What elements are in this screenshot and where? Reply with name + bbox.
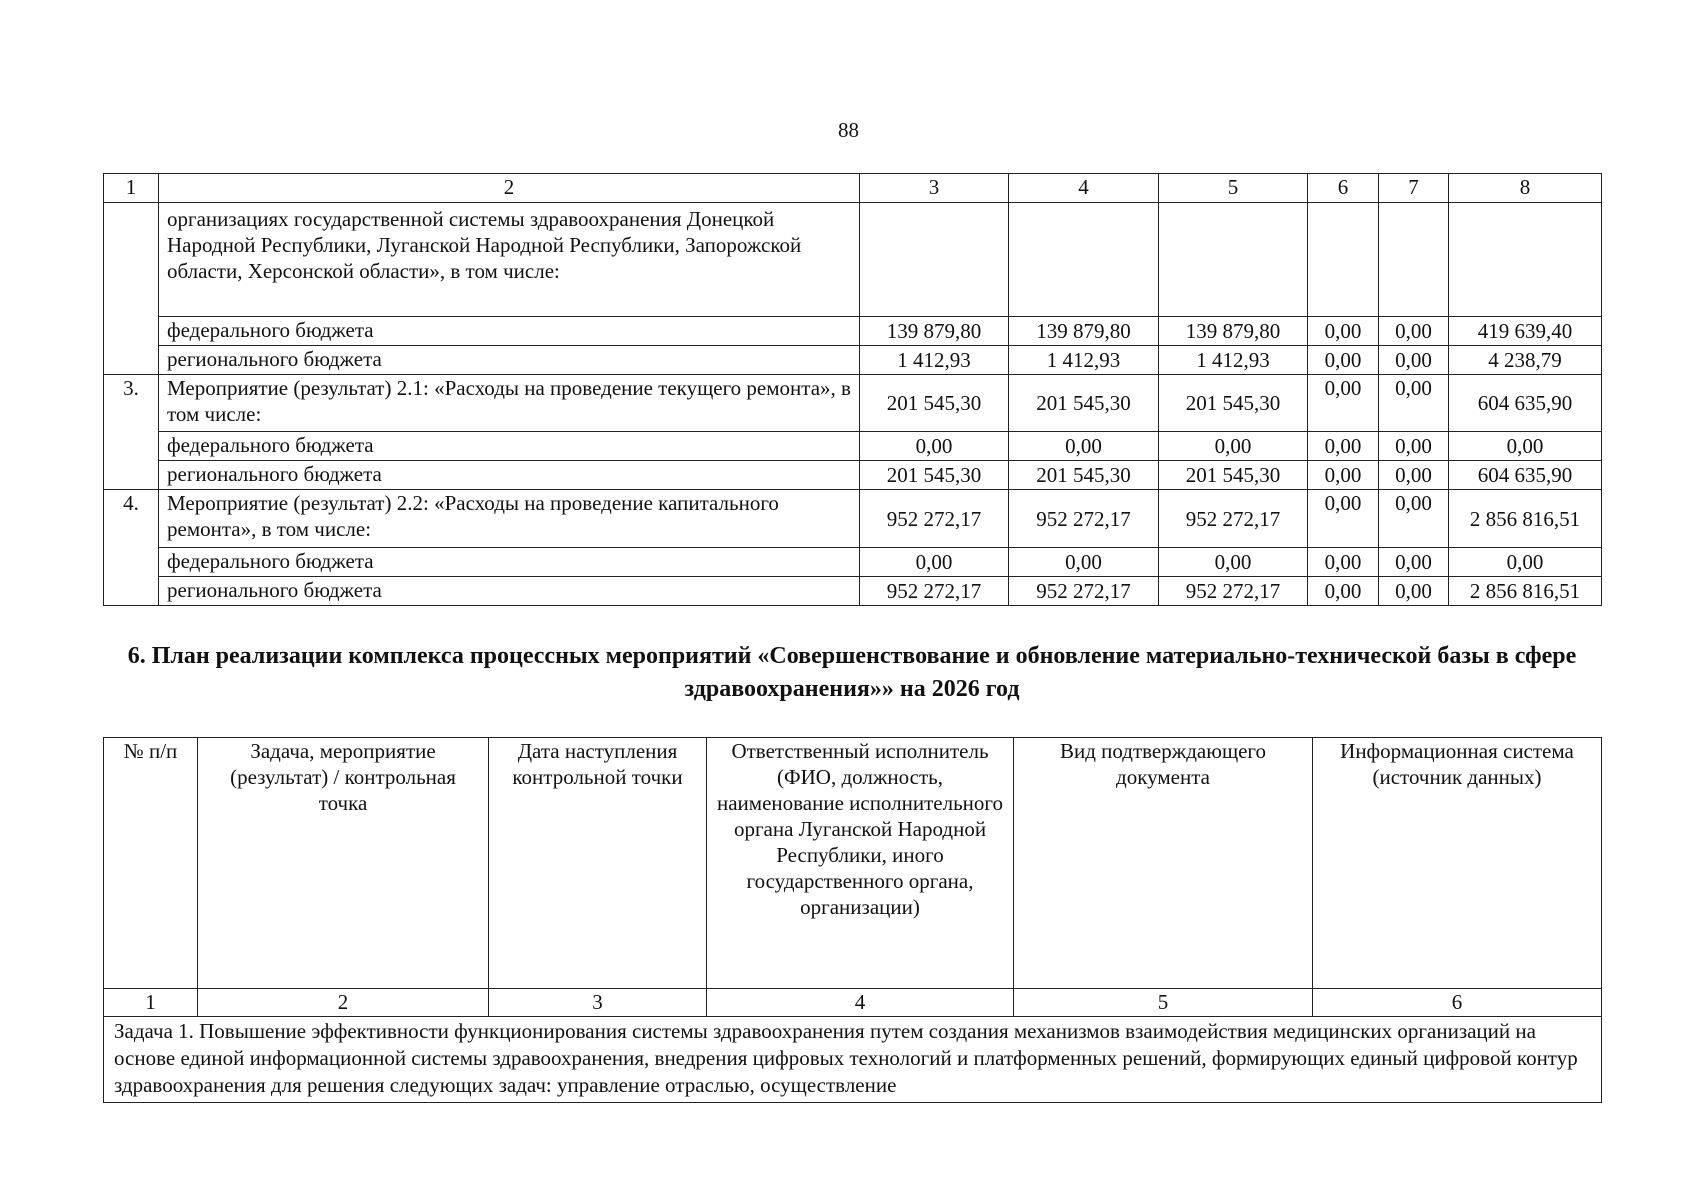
value-cell: 0,00 — [860, 432, 1009, 461]
header-responsible: Ответственный исполнитель (ФИО, должность, наименование исполнительного органа Луганской Народной Республики, иного государственного органа, организации) — [707, 738, 1014, 989]
table-row — [104, 203, 1602, 317]
header-document: Вид подтверждающего документа — [1014, 738, 1313, 989]
value-cell: 0,00 — [1379, 577, 1449, 606]
value-cell: 0,00 — [1379, 490, 1449, 548]
budget-table — [103, 173, 1602, 606]
row-label: Мероприятие (результат) 2.2: «Расходы на проведение капитального ремонта», в том числе: — [159, 490, 860, 548]
value-cell: 419 639,40 — [1449, 317, 1602, 346]
value-cell: 0,00 — [1308, 490, 1379, 548]
col-number-6: 6 — [1313, 989, 1602, 1017]
value-cell: 952 272,17 — [860, 577, 1009, 606]
value-cell: 604 635,90 — [1449, 461, 1602, 490]
col-number-3: 3 — [860, 174, 1009, 203]
column-number-row — [104, 989, 1602, 1017]
value-cell: 0,00 — [860, 548, 1009, 577]
value-cell: 201 545,30 — [860, 375, 1009, 432]
row-label: федерального бюджета — [159, 317, 860, 346]
value-cell: 952 272,17 — [1159, 490, 1308, 548]
value-cell: 139 879,80 — [1009, 317, 1159, 346]
table-row — [104, 317, 1602, 346]
column-number-row — [104, 174, 1602, 203]
value-cell: 201 545,30 — [1009, 375, 1159, 432]
value-cell: 0,00 — [1308, 577, 1379, 606]
value-cell: 1 412,93 — [860, 346, 1009, 375]
header-date: Дата наступления контрольной точки — [489, 738, 707, 989]
row-label: регионального бюджета — [159, 577, 860, 606]
value-cell: 201 545,30 — [1159, 375, 1308, 432]
value-cell: 0,00 — [1308, 346, 1379, 375]
value-cell: 4 238,79 — [1449, 346, 1602, 375]
value-cell: 201 545,30 — [1159, 461, 1308, 490]
task-row — [104, 1017, 1602, 1103]
table-row — [104, 346, 1602, 375]
plan-table — [103, 737, 1602, 1103]
row-label: регионального бюджета — [159, 346, 860, 375]
value-cell: 0,00 — [1308, 375, 1379, 432]
row-index: 3. — [104, 375, 159, 490]
value-cell: 0,00 — [1449, 548, 1602, 577]
value-cell: 2 856 816,51 — [1449, 577, 1602, 606]
col-number-2: 2 — [159, 174, 860, 203]
col-number-7: 7 — [1379, 174, 1449, 203]
value-cell: 952 272,17 — [1009, 490, 1159, 548]
value-cell: 0,00 — [1379, 317, 1449, 346]
col-number-1: 1 — [104, 989, 198, 1017]
value-cell: 0,00 — [1308, 548, 1379, 577]
header-info-system: Информационная система (источник данных) — [1313, 738, 1602, 989]
row-label: Мероприятие (результат) 2.1: «Расходы на проведение текущего ремонта», в том числе: — [159, 375, 860, 432]
col-number-2: 2 — [198, 989, 489, 1017]
page-number: 88 — [838, 118, 859, 142]
value-cell: 1 412,93 — [1159, 346, 1308, 375]
value-cell: 139 879,80 — [860, 317, 1009, 346]
value-cell: 1 412,93 — [1009, 346, 1159, 375]
table-row — [104, 432, 1602, 461]
value-cell: 0,00 — [1379, 346, 1449, 375]
value-cell: 0,00 — [1308, 432, 1379, 461]
value-cell: 0,00 — [1308, 317, 1379, 346]
value-cell: 139 879,80 — [1159, 317, 1308, 346]
table-row — [104, 548, 1602, 577]
row-label: регионального бюджета — [159, 461, 860, 490]
value-cell: 0,00 — [1379, 432, 1449, 461]
section-title: 6. План реализации комплекса процессных мероприятий «Совершенствование и обновление материально-технической базы в сфере здравоохранения»» на 2026 год — [127, 643, 1577, 702]
value-cell: 0,00 — [1009, 432, 1159, 461]
value-cell: 0,00 — [1009, 548, 1159, 577]
row-label: федерального бюджета — [159, 548, 860, 577]
col-number-8: 8 — [1449, 174, 1602, 203]
value-cell: 0,00 — [1159, 548, 1308, 577]
task-description: Задача 1. Повышение эффективности функционирования системы здравоохранения путем создания механизмов взаимодействия медицинских организаций на основе единой информационной системы здравоохранения, внедрения цифровых технологий и платформенных решений, формирующих единый цифровой контур здравоохранения для решения следующих задач: управление отраслью, осуществление — [104, 1017, 1602, 1103]
value-cell: 952 272,17 — [1009, 577, 1159, 606]
row-label: организациях государственной системы здравоохранения Донецкой Народной Республики, Луганской Народной Республики, Запорожской области, Херсонской области», в том числе: — [159, 203, 860, 317]
col-number-5: 5 — [1014, 989, 1313, 1017]
value-cell: 0,00 — [1308, 461, 1379, 490]
col-number-6: 6 — [1308, 174, 1379, 203]
header-task: Задача, мероприятие (результат) / контрольная точка — [198, 738, 489, 989]
value-cell: 201 545,30 — [1009, 461, 1159, 490]
col-number-5: 5 — [1159, 174, 1308, 203]
col-number-4: 4 — [1009, 174, 1159, 203]
row-label: федерального бюджета — [159, 432, 860, 461]
col-number-1: 1 — [104, 174, 159, 203]
table-row — [104, 577, 1602, 606]
value-cell: 0,00 — [1379, 375, 1449, 432]
value-cell: 2 856 816,51 — [1449, 490, 1602, 548]
table-row — [104, 490, 1602, 548]
table-row — [104, 375, 1602, 432]
value-cell: 0,00 — [1379, 548, 1449, 577]
header-number: № п/п — [104, 738, 198, 989]
header-row — [104, 738, 1602, 989]
table-row — [104, 461, 1602, 490]
value-cell: 952 272,17 — [1159, 577, 1308, 606]
value-cell: 0,00 — [1449, 432, 1602, 461]
value-cell: 952 272,17 — [860, 490, 1009, 548]
col-number-4: 4 — [707, 989, 1014, 1017]
row-index: 4. — [104, 490, 159, 606]
col-number-3: 3 — [489, 989, 707, 1017]
value-cell: 0,00 — [1379, 461, 1449, 490]
value-cell: 201 545,30 — [860, 461, 1009, 490]
value-cell: 604 635,90 — [1449, 375, 1602, 432]
row-index-cell — [104, 203, 159, 375]
value-cell: 0,00 — [1159, 432, 1308, 461]
